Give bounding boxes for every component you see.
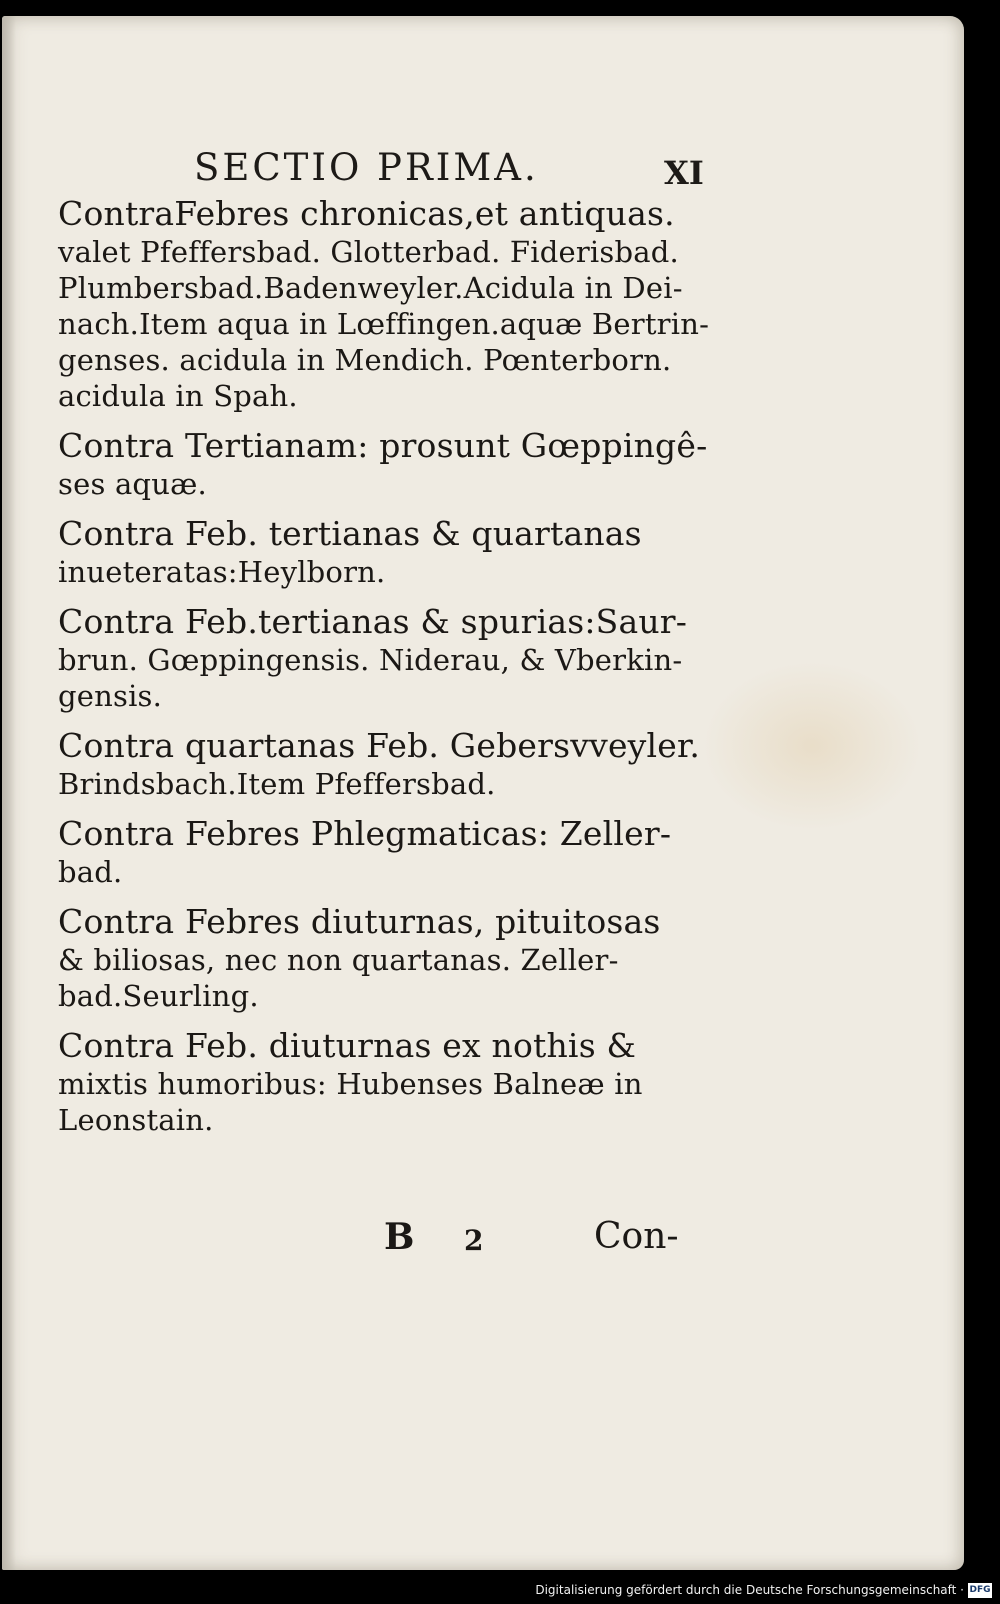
- text-line: ContraFebres chronicas,et antiquas.: [58, 194, 675, 233]
- text-line: Contra Febres Phlegmaticas: Zeller-: [58, 814, 672, 853]
- text-line: Contra Feb.tertianas & spurias:Saur-: [58, 602, 688, 641]
- text-line: ses aquæ.: [58, 467, 207, 501]
- entry-diuturnas-nothis: [58, 1026, 708, 1138]
- entry-febres-chronicas: [58, 194, 708, 414]
- entry-phlegmaticas: [58, 814, 708, 890]
- text-line: Contra quartanas Feb. Gebersvveyler.: [58, 726, 701, 765]
- running-title: SECTIO PRIMA.: [194, 146, 539, 189]
- entry-tertianas-spurias: [58, 602, 708, 714]
- text-line: nach.Item aqua in Lœffingen.aquæ Bertrin-: [58, 307, 710, 341]
- text-line: valet Pfeffersbad. Glotterbad. Fiderisbad.: [58, 235, 679, 269]
- body-text: [58, 194, 708, 1150]
- text-line: Leonstain.: [58, 1103, 214, 1137]
- text-line: & biliosas, nec non quartanas. Zeller-: [58, 943, 619, 977]
- dfg-logo-icon: DFG: [968, 1583, 992, 1598]
- text-line: brun. Gœppingensis. Niderau, & Vberkin-: [58, 643, 683, 677]
- text-line: Brindsbach.Item Pfeffersbad.: [58, 767, 496, 801]
- signature-mark: B: [384, 1216, 415, 1258]
- text-line: Contra Tertianam: prosunt Gœppingê-: [58, 426, 708, 465]
- credit-text: Digitalisierung gefördert durch die Deutsche Forschungsgemeinschaft ·: [535, 1583, 964, 1597]
- text-line: gensis.: [58, 679, 163, 713]
- text-line: Plumbersbad.Badenweyler.Acidula in Dei-: [58, 271, 683, 305]
- text-line: acidula in Spah.: [58, 379, 298, 413]
- text-line: inueteratas:Heylborn.: [58, 555, 386, 589]
- entry-quartanas: [58, 726, 708, 802]
- text-line: bad.Seurling.: [58, 979, 259, 1013]
- catchword: Con-: [594, 1216, 679, 1257]
- folio-number: XI: [664, 154, 704, 192]
- text-line: Contra Febres diuturnas, pituitosas: [58, 902, 661, 941]
- signature-line: [2, 1216, 964, 1266]
- credit-bar: [0, 1578, 1000, 1604]
- text-line: Contra Feb. diuturnas ex nothis &: [58, 1026, 637, 1065]
- book-page: [2, 16, 964, 1570]
- page-gutter-shadow: [2, 16, 16, 1570]
- entry-tertianas-quartanas: [58, 514, 708, 590]
- entry-diuturnas-pituitosas: [58, 902, 708, 1014]
- text-line: Contra Feb. tertianas & quartanas: [58, 514, 642, 553]
- paper-stain: [702, 661, 922, 831]
- text-line: bad.: [58, 855, 123, 889]
- signature-number: 2: [464, 1224, 484, 1257]
- text-line: mixtis humoribus: Hubenses Balneæ in: [58, 1067, 643, 1101]
- entry-tertianam: [58, 426, 708, 502]
- running-head: [2, 134, 964, 194]
- text-line: genses. acidula in Mendich. Pœnterborn.: [58, 343, 672, 377]
